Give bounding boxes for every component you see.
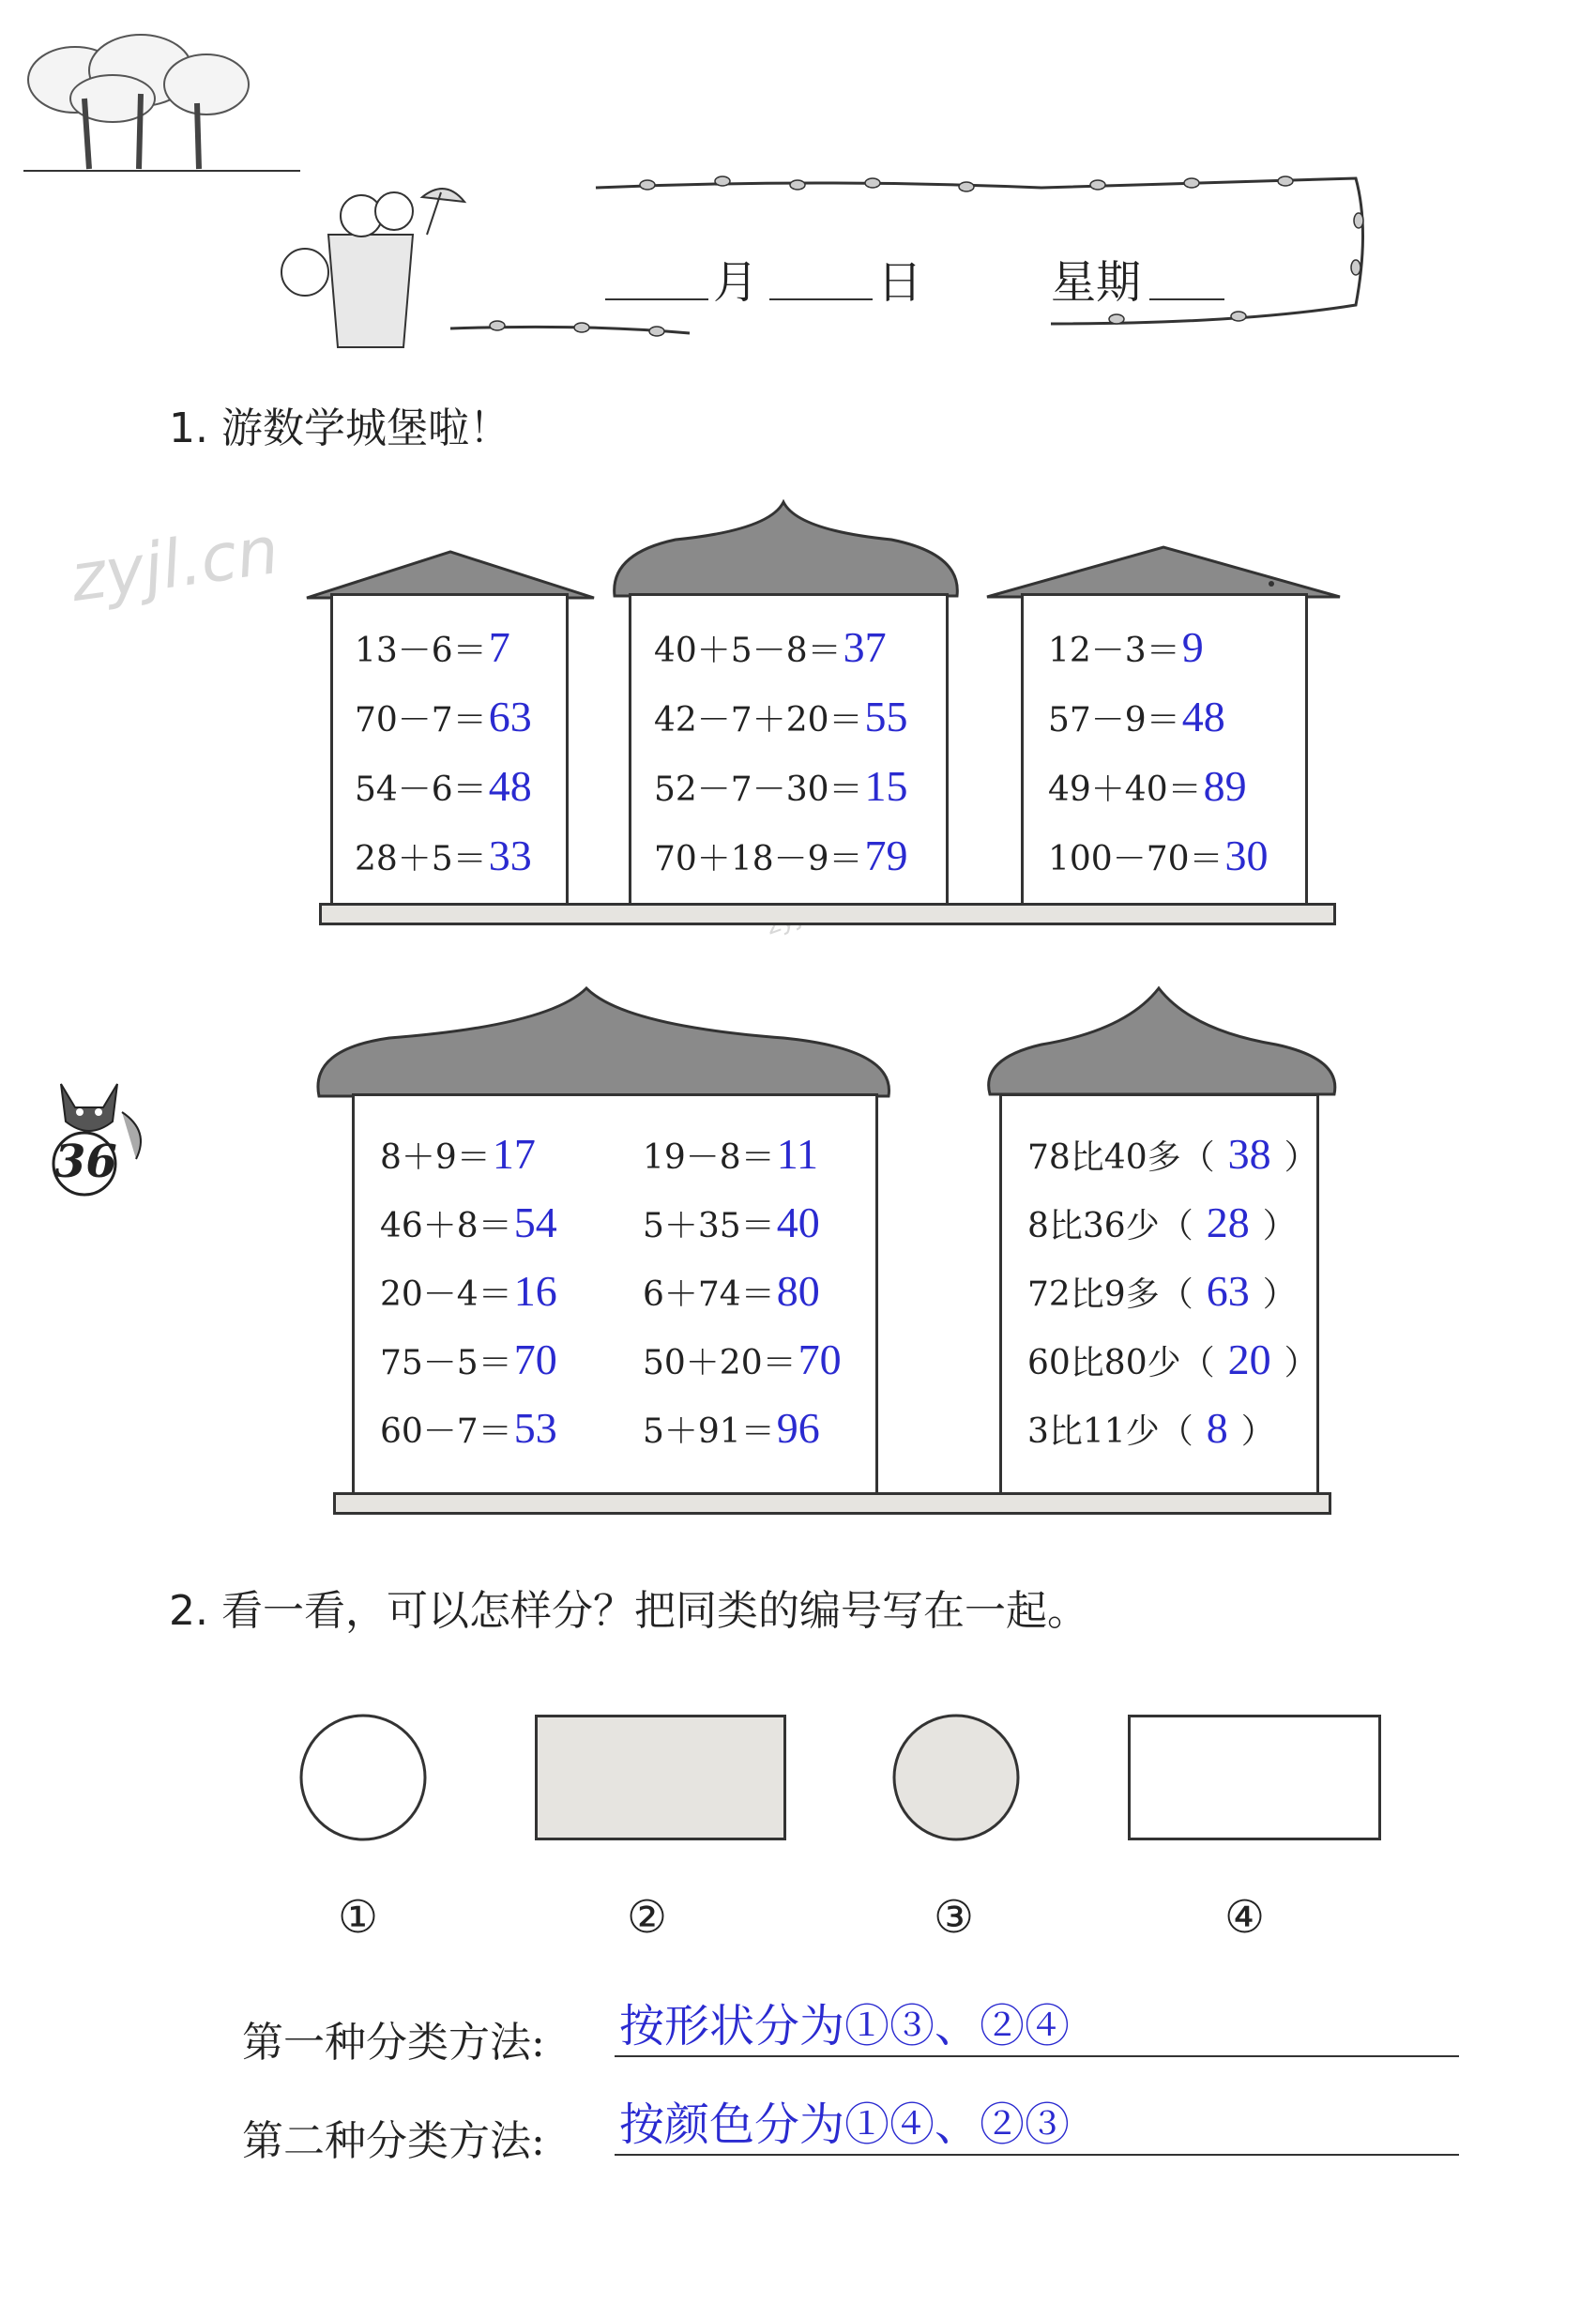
- equation-expression: 70－7＝: [355, 701, 487, 740]
- method-2-answer[interactable]: 按颜色分为①④、②③: [619, 2100, 1071, 2150]
- equation-row: [654, 692, 908, 741]
- equation-answer[interactable]: 89: [1203, 762, 1247, 810]
- shape-3-shaded-circle: [891, 1713, 1023, 1844]
- equation-expression: 46＋8＝: [380, 1207, 512, 1245]
- label-1: ①: [338, 1891, 379, 1944]
- equation-answer[interactable]: 9: [1181, 623, 1204, 671]
- equation-expression: 28＋5＝: [355, 840, 487, 878]
- equation-row: [380, 1266, 557, 1316]
- method-1-answer-line: [615, 2055, 1459, 2057]
- equation-expression: 49＋40＝: [1048, 771, 1202, 809]
- watermark: zyjl.cn: [66, 511, 283, 618]
- equation-row: [643, 1403, 820, 1453]
- equation-answer[interactable]: 38: [1227, 1130, 1271, 1178]
- equation-expression: 60－7＝: [380, 1412, 512, 1451]
- equation-row: [380, 1198, 557, 1247]
- equation-answer[interactable]: 63: [1206, 1267, 1250, 1315]
- equation-answer[interactable]: 54: [513, 1198, 557, 1246]
- equation-expression: 57－9＝: [1048, 701, 1180, 740]
- equation-row: [1027, 1129, 1318, 1179]
- equation-row: [380, 1403, 557, 1453]
- equation-expression: 5＋91＝: [643, 1412, 775, 1451]
- equation-answer[interactable]: 48: [488, 762, 532, 810]
- method-2-label: 第二种分类方法:: [242, 2117, 545, 2165]
- equation-answer[interactable]: 40: [776, 1198, 820, 1246]
- equation-expression: 100－70＝: [1048, 840, 1224, 878]
- equation-row: [1048, 622, 1204, 672]
- equation-expression: 8＋9＝: [380, 1138, 491, 1177]
- equation-row: [1027, 1335, 1318, 1384]
- house-4-roof: [314, 984, 896, 1104]
- equation-row: [380, 1129, 536, 1179]
- shape-2-shaded-rectangle: [535, 1715, 786, 1840]
- equation-answer[interactable]: 70: [513, 1335, 557, 1383]
- equation-answer[interactable]: 37: [843, 623, 887, 671]
- equation-answer[interactable]: 70: [798, 1335, 842, 1383]
- closing-paren: ）: [1262, 1275, 1297, 1314]
- question-1-title: 1. 游数学城堡啦！: [169, 404, 510, 452]
- equation-row: [355, 622, 510, 672]
- equation-answer[interactable]: 55: [864, 693, 908, 740]
- equation-expression: 40＋5－8＝: [654, 632, 842, 670]
- equation-row: [355, 692, 532, 741]
- label-3: ③: [934, 1891, 975, 1944]
- shelf-row-1: [319, 903, 1336, 925]
- equation-row: [643, 1129, 818, 1179]
- equation-answer[interactable]: 17: [492, 1130, 536, 1178]
- equation-row: [1048, 692, 1225, 741]
- equation-expression: 52－7－30＝: [654, 771, 863, 809]
- question-2-title: 2. 看一看，可以怎样分？把同类的编号写在一起。: [169, 1587, 1088, 1635]
- method-2-answer-line: [615, 2154, 1459, 2156]
- equation-expression: 72比9多（: [1027, 1275, 1193, 1314]
- equation-row: [1027, 1403, 1275, 1453]
- closing-paren: ）: [1262, 1207, 1297, 1245]
- equation-expression: 3比11少（: [1027, 1412, 1193, 1451]
- equation-answer[interactable]: 48: [1181, 693, 1225, 740]
- equation-expression: 6＋74＝: [643, 1275, 775, 1314]
- equation-row: [654, 761, 908, 811]
- equation-row: [1048, 831, 1269, 880]
- equation-row: [643, 1198, 820, 1247]
- day-label: 日: [877, 256, 923, 309]
- equation-answer[interactable]: 20: [1227, 1335, 1271, 1383]
- equation-expression: 8比36少（: [1027, 1207, 1193, 1245]
- equation-row: [643, 1266, 820, 1316]
- house-3-roof: [985, 544, 1342, 601]
- equation-answer[interactable]: 15: [864, 762, 908, 810]
- month-label: 月: [713, 256, 759, 309]
- label-2: ②: [627, 1891, 668, 1944]
- house-5-roof: [985, 984, 1342, 1101]
- weekday-label: 星期: [1051, 256, 1142, 309]
- house-2-roof: [610, 497, 962, 601]
- month-blank[interactable]: [605, 298, 708, 300]
- equation-expression: 20－4＝: [380, 1275, 512, 1314]
- equation-expression: 70＋18－9＝: [654, 840, 863, 878]
- equation-expression: 54－6＝: [355, 771, 487, 809]
- equation-expression: 42－7＋20＝: [654, 701, 863, 740]
- equation-row: [1048, 761, 1247, 811]
- equation-expression: 12－3＝: [1048, 632, 1180, 670]
- equation-answer[interactable]: 63: [488, 693, 532, 740]
- equation-answer[interactable]: 30: [1224, 832, 1269, 879]
- weekday-blank[interactable]: [1149, 298, 1224, 300]
- closing-paren: ）: [1284, 1138, 1318, 1177]
- shelf-row-2: [333, 1492, 1331, 1515]
- equation-expression: 19－8＝: [643, 1138, 775, 1177]
- equation-expression: 13－6＝: [355, 632, 487, 670]
- method-1-answer[interactable]: 按形状分为①③、②④: [619, 2002, 1071, 2052]
- equation-answer[interactable]: 8: [1206, 1404, 1228, 1452]
- trees-illustration: [19, 28, 319, 178]
- equation-answer[interactable]: 11: [776, 1130, 819, 1178]
- equation-answer[interactable]: 16: [513, 1267, 557, 1315]
- equation-row: [380, 1335, 557, 1384]
- equation-row: [643, 1335, 842, 1384]
- equation-answer[interactable]: 7: [488, 623, 510, 671]
- equation-row: [355, 761, 532, 811]
- equation-expression: 75－5＝: [380, 1344, 512, 1382]
- equation-row: [654, 831, 908, 880]
- equation-answer[interactable]: 53: [513, 1404, 557, 1452]
- page-number: 36: [54, 1136, 117, 1188]
- closing-paren: ）: [1240, 1412, 1275, 1451]
- equation-answer[interactable]: 33: [488, 832, 532, 879]
- equation-answer[interactable]: 28: [1206, 1198, 1250, 1246]
- equation-row: [654, 622, 887, 672]
- shape-1-white-circle: [298, 1713, 430, 1844]
- closing-paren: ）: [1284, 1344, 1318, 1382]
- equation-answer[interactable]: 96: [776, 1404, 820, 1452]
- shape-4-white-rectangle: [1128, 1715, 1381, 1840]
- method-1-label: 第一种分类方法:: [242, 2019, 545, 2067]
- equation-expression: 78比40多（: [1027, 1138, 1215, 1177]
- equation-expression: 50＋20＝: [643, 1344, 797, 1382]
- day-blank[interactable]: [769, 298, 873, 300]
- equation-answer[interactable]: 79: [864, 832, 908, 879]
- equation-row: [1027, 1266, 1297, 1316]
- equation-answer[interactable]: 80: [776, 1267, 820, 1315]
- equation-row: [355, 831, 532, 880]
- equation-expression: 60比80少（: [1027, 1344, 1215, 1382]
- equation-row: [1027, 1198, 1297, 1247]
- label-4: ④: [1224, 1891, 1266, 1944]
- equation-expression: 5＋35＝: [643, 1207, 775, 1245]
